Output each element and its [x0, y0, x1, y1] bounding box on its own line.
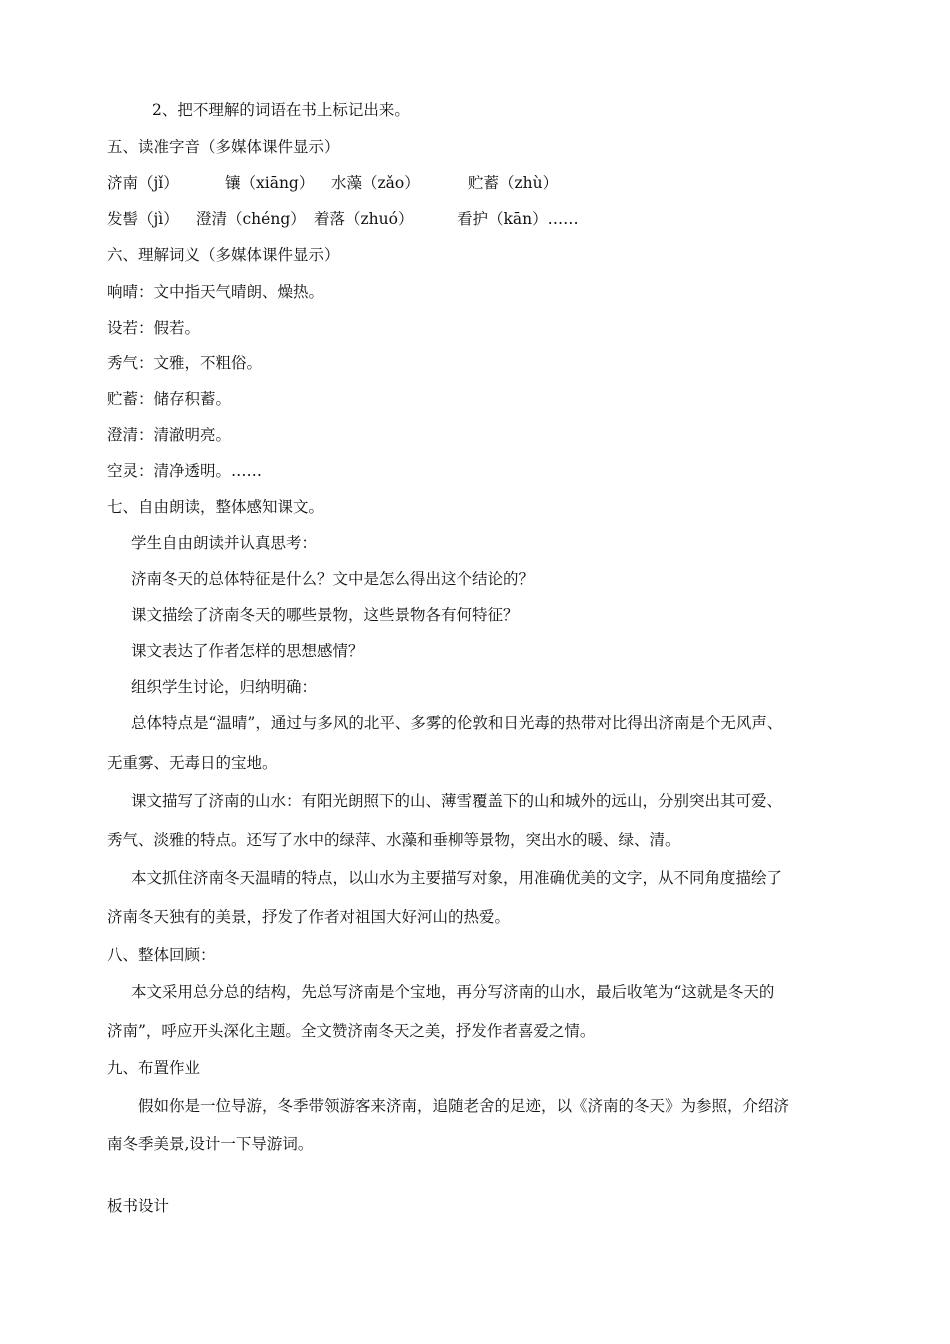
- pinyin-item: 澄清（chéng）: [196, 210, 306, 228]
- section-6-heading: 六、理解词义（多媒体课件显示）: [107, 246, 340, 264]
- board-design-heading: 板书设计: [107, 1197, 170, 1215]
- paragraph-line: 秀气、淡雅的特点。还写了水中的绿萍、水藻和垂柳等景物，突出水的暖、绿、清。: [107, 831, 681, 849]
- section-7-heading: 七、自由朗读，整体感知课文。: [107, 498, 325, 516]
- pinyin-item: 镶（xiāng）: [225, 174, 315, 192]
- pinyin-item: 看护（kān）……: [457, 210, 579, 228]
- paragraph-line: 无重雾、无毒日的宝地。: [107, 754, 278, 772]
- paragraph-line: 本文抓住济南冬天温晴的特点，以山水为主要描写对象，用准确优美的文字，从不同角度描绘了: [131, 869, 783, 887]
- section-8-heading: 八、整体回顾：: [107, 946, 216, 964]
- paragraph-line: 课文描写了济南的山水：有阳光朗照下的山、薄雪覆盖下的山和城外的远山，分别突出其可爱、: [131, 792, 783, 810]
- pinyin-item: 发髻（jì）: [107, 210, 179, 228]
- definition-item: 空灵：清净透明。……: [107, 462, 263, 480]
- definition-item: 设若：假若。: [107, 319, 201, 337]
- paragraph-line: 南冬季美景,设计一下导游词。: [107, 1135, 314, 1153]
- pinyin-item: 水藻（zǎo）: [331, 174, 420, 192]
- definition-item: 响晴：文中指天气晴朗、燥热。: [107, 283, 325, 301]
- definition-item: 贮蓄：储存积蓄。: [107, 390, 232, 408]
- definition-item: 秀气：文雅，不粗俗。: [107, 354, 263, 372]
- question-line: 课文表达了作者怎样的思想感情？: [131, 642, 364, 660]
- pinyin-item: 着落（zhuó）: [314, 210, 414, 228]
- paragraph-line: 学生自由朗读并认真思考：: [131, 534, 318, 552]
- section-5-heading: 五、读准字音（多媒体课件显示）: [107, 138, 340, 156]
- step-2-text: 2、把不理解的词语在书上标记出来。: [152, 101, 410, 119]
- pinyin-item: 贮蓄（zhù）: [468, 174, 559, 192]
- paragraph-line: 济南”，呼应开头深化主题。全文赞济南冬天之美，抒发作者喜爱之情。: [107, 1022, 596, 1040]
- paragraph-line: 济南冬天独有的美景，抒发了作者对祖国大好河山的热爱。: [107, 908, 511, 926]
- pinyin-item: 济南（jǐ）: [107, 174, 179, 192]
- question-line: 课文描绘了济南冬天的哪些景物，这些景物各有何特征？: [131, 606, 519, 624]
- section-9-heading: 九、布置作业: [107, 1059, 201, 1077]
- question-line: 济南冬天的总体特征是什么？文中是怎么得出这个结论的？: [131, 570, 535, 588]
- paragraph-line: 假如你是一位导游，冬季带领游客来济南，追随老舍的足迹，以《济南的冬天》为参照，介绍济: [138, 1097, 790, 1115]
- paragraph-line: 本文采用总分总的结构，先总写济南是个宝地，再分写济南的山水，最后收笔为“这就是冬天的: [131, 983, 775, 1001]
- paragraph-line: 总体特点是“温晴”，通过与多风的北平、多雾的伦敦和日光毒的热带对比得出济南是个无风声、: [131, 714, 783, 732]
- definition-item: 澄清：清澈明亮。: [107, 426, 232, 444]
- paragraph-line: 组织学生讨论，归纳明确：: [131, 678, 318, 696]
